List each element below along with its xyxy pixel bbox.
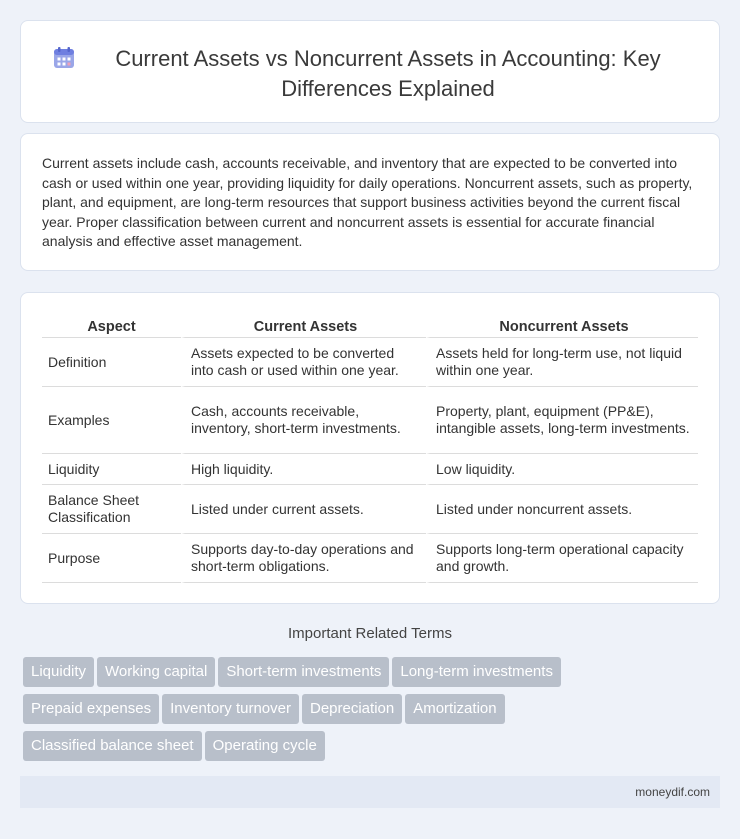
table-row bbox=[42, 485, 698, 534]
intro-card bbox=[20, 133, 720, 271]
page-title: Current Assets vs Noncurrent Assets in Accounting: Key Differences Explained bbox=[115, 46, 661, 101]
tag-working-capital[interactable]: Working capital bbox=[97, 657, 215, 687]
related-terms-list bbox=[23, 657, 623, 768]
tag-short-term-investments[interactable]: Short-term investments bbox=[218, 657, 389, 687]
comparison-table bbox=[42, 316, 698, 583]
tag-classified-balance-sheet[interactable]: Classified balance sheet bbox=[23, 731, 202, 761]
cell-noncurrent: Supports long-term operational capacity and growth. bbox=[426, 534, 698, 583]
comparison-card bbox=[20, 292, 720, 604]
cell-noncurrent: Listed under noncurrent assets. bbox=[426, 485, 698, 534]
cell-current: Supports day-to-day operations and short-term obligations. bbox=[181, 534, 426, 583]
cell-noncurrent: Low liquidity. bbox=[426, 454, 698, 485]
cell-aspect: Examples bbox=[42, 387, 181, 454]
cell-current: Assets expected to be converted into cash or used within one year. bbox=[181, 338, 426, 387]
tag-depreciation[interactable]: Depreciation bbox=[302, 694, 402, 724]
table-row bbox=[42, 454, 698, 485]
tag-inventory-turnover[interactable]: Inventory turnover bbox=[162, 694, 299, 724]
footer bbox=[20, 776, 720, 808]
cell-current: Listed under current assets. bbox=[181, 485, 426, 534]
cell-aspect: Balance Sheet Classification bbox=[42, 485, 181, 534]
cell-noncurrent: Assets held for long-term use, not liquid within one year. bbox=[426, 338, 698, 387]
table-row bbox=[42, 387, 698, 454]
table-header-row bbox=[42, 316, 698, 338]
related-terms-heading: Important Related Terms bbox=[288, 625, 452, 642]
tag-long-term-investments[interactable]: Long-term investments bbox=[392, 657, 561, 687]
table-row bbox=[42, 338, 698, 387]
cell-aspect: Purpose bbox=[42, 534, 181, 583]
cell-aspect: Definition bbox=[42, 338, 181, 387]
tag-amortization[interactable]: Amortization bbox=[405, 694, 504, 724]
footer-site[interactable]: moneydif.com bbox=[635, 785, 710, 799]
cell-current: High liquidity. bbox=[181, 454, 426, 485]
header-aspect: Aspect bbox=[42, 316, 181, 338]
table-row bbox=[42, 534, 698, 583]
tag-operating-cycle[interactable]: Operating cycle bbox=[205, 731, 325, 761]
tag-liquidity[interactable]: Liquidity bbox=[23, 657, 94, 687]
header-current-assets: Current Assets bbox=[181, 316, 426, 338]
cell-noncurrent: Property, plant, equipment (PP&E), intangible assets, long-term investments. bbox=[426, 387, 698, 454]
tag-prepaid-expenses[interactable]: Prepaid expenses bbox=[23, 694, 159, 724]
header-noncurrent-assets: Noncurrent Assets bbox=[426, 316, 698, 338]
intro-paragraph: Current assets include cash, accounts receivable, and inventory that are expected to be converted into cash or used within one year, providing liquidity for daily operations. Noncurrent assets, such as property, plant, and equipment, are long-term resources that support business activities beyond the current fiscal year. Proper classification between current and noncurrent assets is essential for accurate financial analysis and effective asset management. bbox=[42, 155, 693, 249]
cell-current: Cash, accounts receivable, inventory, short-term investments. bbox=[181, 387, 426, 454]
title-card bbox=[20, 20, 720, 123]
cell-aspect: Liquidity bbox=[42, 454, 181, 485]
